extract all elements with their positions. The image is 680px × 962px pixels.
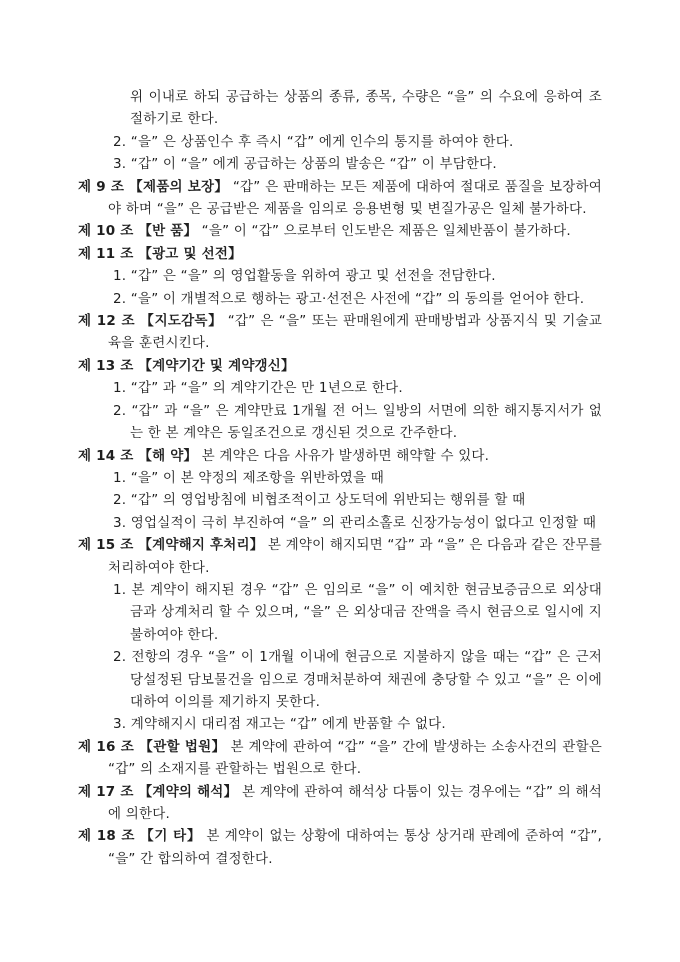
article-body-text: 본 계약은 다음 사유가 발생하면 해약할 수 있다. (201, 447, 490, 464)
article-heading: 제 11 조 【광고 및 선전】 (78, 245, 242, 262)
list-item-number: 2. (113, 649, 127, 666)
numbered-list-item (78, 265, 602, 287)
numbered-list-item (78, 713, 602, 735)
numbered-list-item (78, 288, 602, 310)
list-item-text: 본 계약이 해지된 경우 “갑” 은 임의로 “을” 이 예치한 현금보증금으로 외상대금과 상계처리 할 수 있으며, “을” 은 외상대금 잔액을 즉시 현금으로 일시에 지불하여야 한다. (130, 581, 602, 643)
list-item-number: 2. (113, 492, 127, 509)
article-heading: 제 9 조 【제품의 보장】 (78, 178, 229, 195)
list-item-text: “을” 이 본 약정의 제조항을 위반하였을 때 (130, 469, 384, 486)
list-item-number: 2. (113, 290, 127, 307)
list-item-text: 계약해지시 대리점 재고는 “갑” 에게 반품할 수 없다. (130, 716, 446, 733)
list-item-number: 2. (113, 402, 127, 419)
article-paragraph (78, 310, 602, 355)
article-paragraph (78, 445, 602, 467)
list-item-text: “을” 은 상품인수 후 즉시 “갑” 에게 인수의 통지를 하여야 한다. (130, 133, 514, 150)
contract-body (78, 86, 602, 870)
numbered-list-item (78, 377, 602, 399)
article-body-text: “갑” 은 판매하는 모든 제품에 대하여 절대로 품질을 보장하여야 하며 “을” 은 공급받은 제품을 임의로 응용변형 및 변질가공은 일체 불가하다. (108, 178, 602, 218)
list-item-text: 영업실적이 극히 부진하여 “을” 의 관리소홀로 신장가능성이 없다고 인정할 때 (130, 514, 597, 531)
list-item-number: 1. (113, 380, 127, 397)
list-item-text: “갑” 과 “을” 의 계약기간은 만 1년으로 한다. (130, 380, 403, 397)
numbered-list-item (78, 512, 602, 534)
list-item-text: “갑” 과 “을” 은 계약만료 1개월 전 어느 일방의 서면에 의한 해지통지서가 없는 한 본 계약은 동일조건으로 갱신된 것으로 간주한다. (130, 402, 602, 442)
list-item-number: 3. (113, 156, 127, 173)
list-item-text: 전항의 경우 “을” 이 1개월 이내에 현금으로 지불하지 않을 때는 “갑” 은 근저당설정된 담보물건을 임으로 경매처분하여 채권에 충당할 수 있고 “을” 은 이에 대하여 이의를 제기하지 못한다. (130, 649, 602, 710)
article-heading: 제 14 조 【해 약】 (78, 447, 198, 464)
list-item-number: 1. (113, 581, 127, 598)
article-paragraph (78, 355, 602, 377)
article-body-text: 본 계약이 없는 상황에 대하여는 통상 상거래 판례에 준하여 “갑”, “을” 간 합의하여 결정한다. (108, 828, 603, 867)
article-paragraph (78, 220, 602, 242)
list-item-number: 1. (113, 469, 127, 486)
article-heading: 제 10 조 【반 품】 (78, 223, 198, 240)
article-paragraph (78, 243, 602, 265)
continued-paragraph: 위 이내로 하되 공급하는 상품의 종류, 종목, 수량은 “을” 의 수요에 응하여 조절하기로 한다. (130, 89, 602, 128)
numbered-list-item (78, 131, 602, 153)
list-item-text: “갑” 은 “을” 의 영업활동을 위하여 광고 및 선전을 전담한다. (130, 268, 496, 285)
list-item-number: 1. (113, 268, 127, 285)
article-body-text: 본 계약에 관하여 해석상 다툼이 있는 경우에는 “갑” 의 해석에 의한다. (108, 783, 603, 822)
numbered-list-item (78, 646, 602, 713)
article-body-text: “갑” 은 “을” 또는 판매원에게 판매방법과 상품지식 및 기술교육을 훈련시킨다. (108, 313, 603, 352)
article-heading: 제 16 조 【관할 법원】 (78, 738, 226, 755)
article-heading: 제 13 조 【계약기간 및 계약갱신】 (78, 357, 295, 374)
list-item-number: 3. (113, 716, 127, 733)
list-item-number: 2. (113, 133, 127, 150)
article-heading: 제 18 조 【기 타】 (78, 828, 202, 845)
article-body-text: 본 계약이 해지되면 “갑” 과 “을” 은 다음과 같은 잔무를 처리하여야 한다. (108, 537, 602, 576)
list-item-text: “갑” 의 영업방침에 비협조적이고 상도덕에 위반되는 행위를 할 때 (130, 492, 526, 509)
article-paragraph (78, 736, 602, 781)
list-item-text: “을” 이 개별적으로 행하는 광고·선전은 사전에 “갑” 의 동의를 얻어야 한다. (130, 290, 585, 307)
numbered-list-item (78, 153, 602, 175)
numbered-list-item (78, 400, 602, 445)
article-paragraph (78, 781, 602, 826)
numbered-list-item (78, 579, 602, 646)
article-heading: 제 12 조 【지도감독】 (78, 313, 223, 330)
article-heading: 제 17 조 【계약의 해석】 (78, 783, 238, 800)
article-paragraph (78, 534, 602, 579)
article-body-text: “을” 이 “갑” 으로부터 인도받은 제품은 일체반품이 불가하다. (201, 223, 571, 240)
article-heading: 제 15 조 【계약해지 후처리】 (78, 537, 264, 554)
numbered-list-item (78, 467, 602, 489)
article-paragraph (78, 825, 602, 870)
numbered-list-item (78, 489, 602, 511)
list-item-text: “갑” 이 “을” 에게 공급하는 상품의 발송은 “갑” 이 부담한다. (130, 156, 497, 173)
article-paragraph (78, 176, 602, 221)
list-item-number: 3. (113, 514, 127, 531)
article-body-text: 본 계약에 관하여 “갑” “을” 간에 발생하는 소송사건의 관할은 “갑” 의 소재지를 관할하는 법원으로 한다. (108, 738, 602, 778)
